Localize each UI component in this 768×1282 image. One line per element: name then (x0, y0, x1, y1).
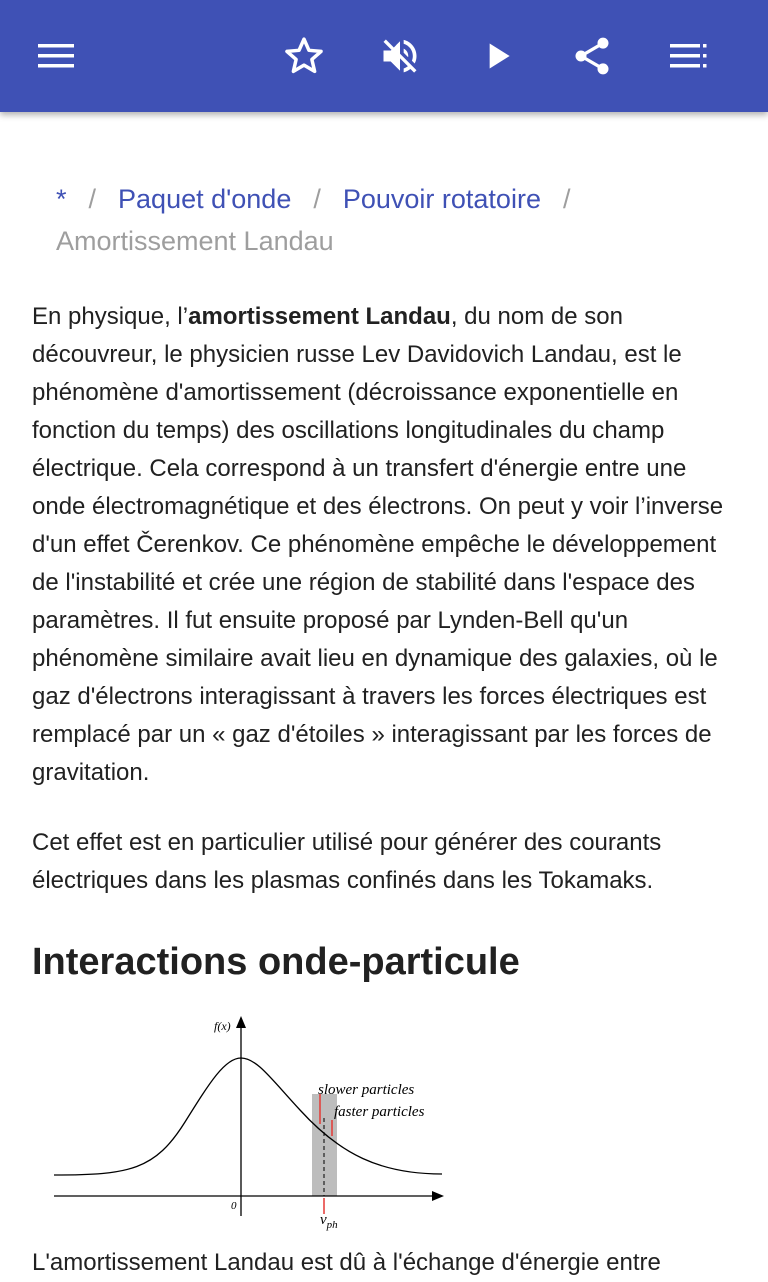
play-icon (478, 36, 518, 76)
app-bar (0, 0, 768, 112)
intro-paragraph (32, 298, 744, 792)
hamburger-menu-icon (36, 41, 76, 71)
tokamak-paragraph: Cet effet est en particulier utilisé pour générer des courants électriques dans les plasmas confinés dans les Tokamaks. (32, 829, 662, 894)
breadcrumb-separator: / (88, 184, 97, 214)
y-axis-arrow (236, 1016, 246, 1028)
favorite-button[interactable] (276, 28, 332, 84)
menu-button[interactable] (28, 28, 84, 84)
breadcrumb-current: Amortissement Landau (56, 226, 334, 256)
slower-particles-label: slower particles (318, 1082, 415, 1098)
breadcrumb-item-home[interactable]: * (56, 184, 67, 214)
intro-text-rest: , du nom de son découvreur, le physicien russe Lev Davidovich Landau, est le phénomène d'amortissement (décroissance exponentielle en fonction du temps) des oscillations longitudinales du champ électrique. Cela correspond à un transfert d'énergie entre une onde électromagnétique et des électrons. On peut y voir l’inverse d'un effet Čerenkov. Ce phénomène empêche le développement de l'instabilité et crée une région de stabilité dans l'espace des paramètres. Il fut ensuite proposé par Lynden-Bell qu'un phénomène similaire avait lieu en dynamique des galaxies, où le gaz d'électrons interagissant à travers les forces électriques est remplacé par un « gaz d'étoiles » interagissant par les forces de gravitation. (32, 303, 724, 786)
y-axis-label: f(x) (214, 1019, 231, 1033)
distribution-diagram (40, 1002, 460, 1238)
list-icon (668, 41, 708, 71)
star-outline-icon (282, 34, 326, 78)
phase-velocity-symbol: v (320, 1212, 327, 1228)
share-icon (570, 34, 614, 78)
play-button[interactable] (470, 28, 526, 84)
faster-particles-label: faster particles (334, 1104, 425, 1120)
phase-velocity-subscript: ph (326, 1219, 338, 1231)
breadcrumb-separator: / (562, 184, 571, 214)
intro-text-start: En physique, l’ (32, 303, 189, 330)
mute-button[interactable] (372, 28, 428, 84)
breadcrumb (56, 178, 716, 262)
share-button[interactable] (564, 28, 620, 84)
phase-velocity-label (320, 1212, 338, 1231)
distribution-figure[interactable] (40, 1002, 460, 1238)
section-heading: Interactions onde-particule (32, 941, 520, 983)
volume-off-icon (378, 34, 422, 78)
origin-label: 0 (231, 1200, 237, 1212)
breadcrumb-item-pouvoir-rotatoire[interactable]: Pouvoir rotatoire (342, 184, 541, 214)
damping-paragraph: L'amortissement Landau est dû à l'échange d'énergie entre (32, 1249, 661, 1276)
x-axis-arrow (432, 1191, 444, 1201)
intro-bold-term: amortissement Landau (188, 303, 451, 330)
table-of-contents-button[interactable] (660, 28, 716, 84)
breadcrumb-separator: / (313, 184, 321, 214)
breadcrumb-item-paquet-onde[interactable]: Paquet d'onde (118, 184, 292, 214)
